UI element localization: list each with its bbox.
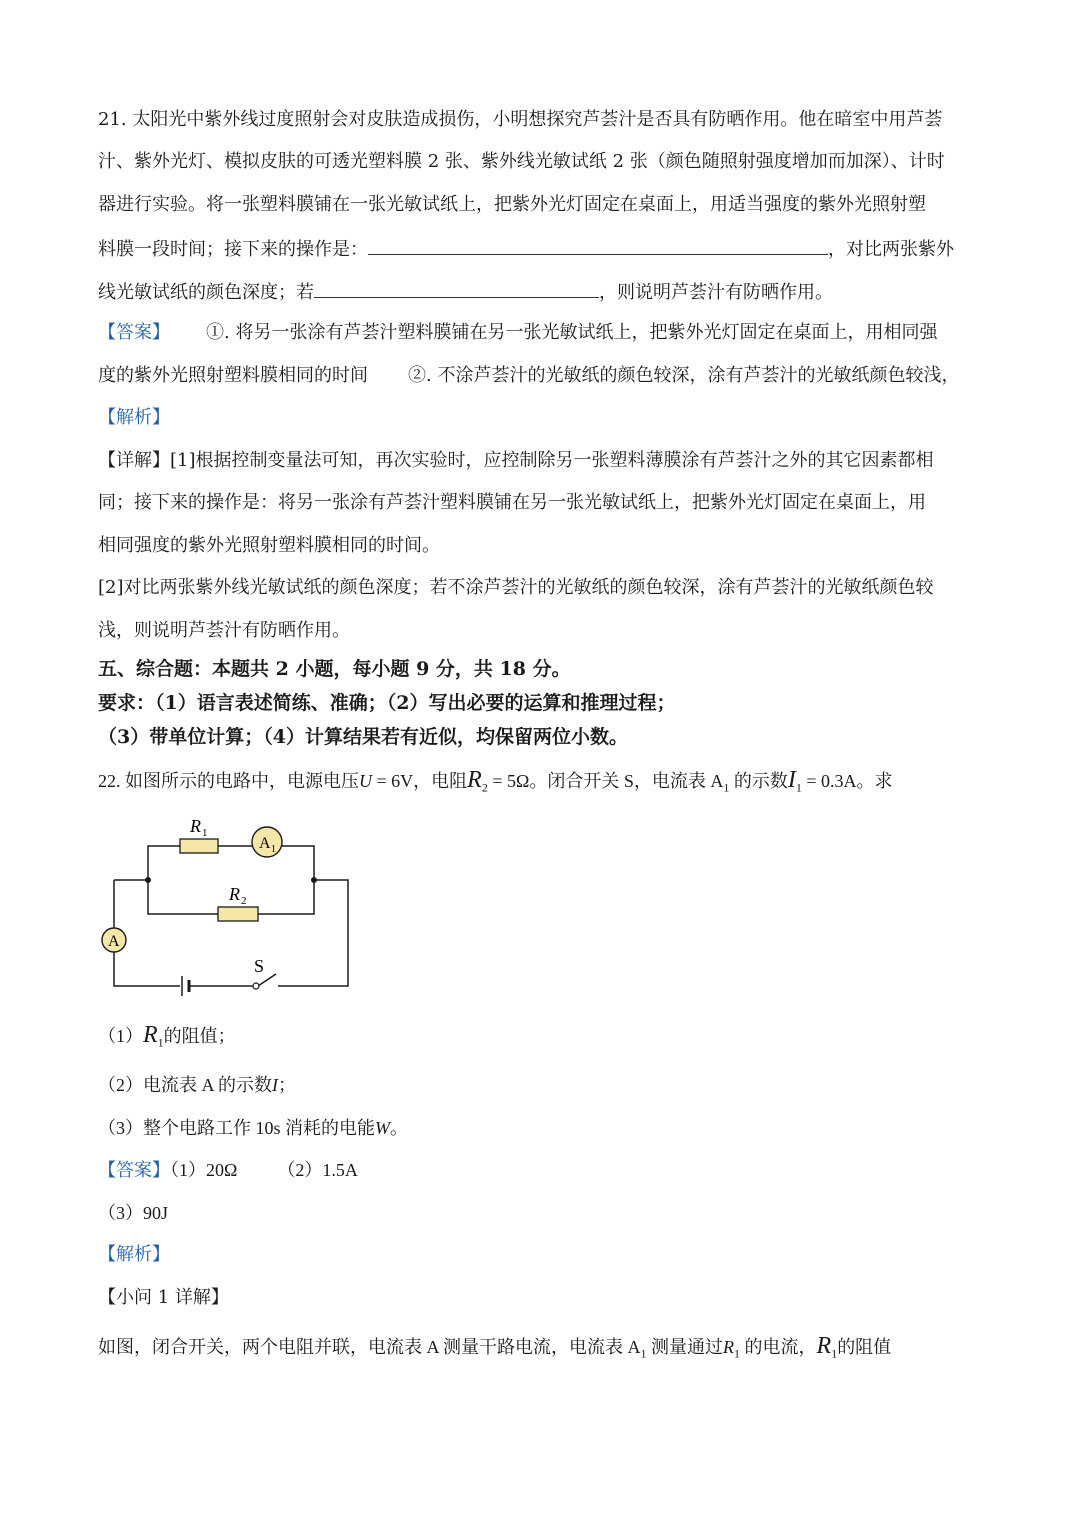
answer-text-1: ①. 将另一张涂有芦荟汁塑料膜铺在另一张光敏试纸上，把紫外光灯固定在桌面上，用相同强: [206, 322, 938, 343]
var-R2: R: [467, 767, 482, 793]
detail-line-2: 同；接下来的操作是：将另一张涂有芦荟汁塑料膜铺在另一张光敏试纸上，把紫外光灯固定在桌面上，用: [98, 492, 926, 513]
circuit-diagram: [98, 812, 358, 1002]
wire-left-lower: [114, 952, 180, 986]
q22-analysis-tag: 【解析】: [98, 1244, 170, 1265]
q22-detail-var-R1-sub: 1: [734, 1346, 741, 1361]
q22-intro-e: 。求: [856, 771, 893, 791]
wire-top-left: [114, 846, 180, 880]
r1-label: R: [190, 816, 201, 836]
a-label: A: [108, 933, 120, 950]
q22-detail-c: 的电流，: [740, 1337, 817, 1357]
wire-r2-right: [258, 880, 314, 914]
q21-line-4: [98, 236, 954, 262]
q22-detail-a: 如图，闭合开关，两个电阻并联，电流表 A 测量干路电流，电流表 A: [98, 1337, 641, 1357]
q22-small-question-1: 【小问 1 详解】: [98, 1287, 229, 1308]
wire-top-right: [278, 846, 348, 986]
resistor-r1: [180, 839, 218, 853]
q22-detail-var-R1-big-sub: 1: [831, 1346, 838, 1361]
val-I1: = 0.3A: [801, 771, 857, 791]
q22-intro-b: ，电阻: [413, 771, 468, 791]
detail-text-1: [1]根据控制变量法可知，再次实验时，应控制除另一张塑料薄膜涂有芦荟汁之外的其它因素都相: [170, 450, 934, 471]
section-5-requirement-1: 要求：（1）语言表述简练、准确；（2）写出必要的运算和推理过程；: [98, 692, 676, 714]
a1-label: A: [259, 835, 271, 852]
detail-line-1: [98, 449, 934, 473]
detail-line-5: 浅，则说明芦荟汁有防晒作用。: [98, 620, 350, 641]
junction-right: [311, 877, 317, 883]
a1-label-sub: 1: [271, 844, 276, 855]
q21-line-5: [98, 279, 833, 305]
q22-intro: [98, 768, 893, 800]
detail-line-3: 相同强度的紫外光照射塑料膜相同的时间。: [98, 535, 440, 556]
q21-line-5-text: 线光敏试纸的颜色深度；若: [98, 282, 314, 303]
q22-sub-1: [98, 1023, 236, 1055]
q21-line-3: 器进行实验。将一张塑料膜铺在一张光敏试纸上，把紫外光灯固定在桌面上，用适当强度的紫外光照射塑: [98, 194, 926, 215]
s-label: S: [254, 956, 265, 976]
q21-line-5-tail: ，则说明芦荟汁有防晒作用。: [599, 282, 833, 303]
answer-blank-2[interactable]: [314, 279, 599, 298]
sub2-post: ；: [278, 1075, 297, 1095]
switch-contact: [253, 983, 259, 989]
sub3-post: 。: [390, 1118, 409, 1138]
q22-answer-1: （1）20Ω: [170, 1160, 238, 1180]
q21-answer-line-1: [98, 321, 937, 345]
q21-line-4-text: 料膜一段时间；接下来的操作是：: [98, 239, 368, 260]
var-I1: I: [787, 767, 796, 793]
r2-label-sub: 2: [241, 895, 247, 907]
q22-detail-var-R1-big: R: [816, 1333, 832, 1359]
q21-answer-line-2: [98, 364, 959, 388]
q22-intro-d: 的示数: [729, 771, 788, 791]
resistor-r2: [218, 907, 258, 921]
answer-text-2b: ②. 不涂芦荟汁的光敏纸的颜色较深，涂有芦荟汁的光敏纸颜色较浅，: [408, 365, 960, 386]
q21-line-1: 21. 太阳光中紫外线过度照射会对皮肤造成损伤，小明想探究芦荟汁是否具有防晒作用。他在暗室中用芦荟: [98, 109, 943, 130]
answer-text-2a: 度的紫外光照射塑料膜相同的时间: [98, 365, 368, 386]
r1-label-sub: 1: [202, 827, 208, 839]
sub1-var-R: R: [143, 1022, 158, 1048]
section-5-requirement-2: （3）带单位计算；（4）计算结果若有近似，均保留两位小数。: [98, 726, 628, 748]
q22-sub-3: [98, 1116, 408, 1140]
q22-answer-3: （3）90J: [98, 1203, 169, 1223]
junction-left: [145, 877, 151, 883]
sub3-var-W: W: [375, 1118, 391, 1138]
wire-r2-left: [148, 880, 218, 914]
q22-intro-a: 22. 如图所示的电路中，电源电压: [98, 771, 359, 791]
sub3-text: （3）整个电路工作 10s 消耗的电能: [98, 1118, 376, 1138]
q22-answer-2: （2）1.5A: [277, 1160, 358, 1180]
q22-sub-2: [98, 1073, 296, 1097]
detail-line-4: [2]对比两张紫外线光敏试纸的颜色深度；若不涂芦荟汁的光敏纸的颜色较深，涂有芦荟汁的光敏纸颜色较: [98, 577, 934, 598]
q22-answer-line-1: [98, 1158, 358, 1182]
sub2-var-I: I: [272, 1075, 279, 1095]
answer-tag: 【答案】: [98, 322, 170, 343]
q22-detail-sub: 1: [640, 1346, 647, 1361]
sub1-pre: （1）: [98, 1026, 143, 1046]
q22-detail-var-R1: R: [723, 1337, 735, 1357]
sub2-text: （2）电流表 A 的示数: [98, 1075, 273, 1095]
val-R2: = 5Ω: [487, 771, 530, 791]
var-R2-sub: 2: [481, 780, 488, 795]
var-A1-sub: 1: [723, 780, 730, 795]
q22-detail-b: 测量通过: [646, 1337, 724, 1357]
r2-label: R: [229, 884, 240, 904]
q22-detail-d: 的阻值: [837, 1337, 892, 1357]
detail-tag: 【详解】: [98, 450, 170, 471]
val-U: = 6V: [372, 771, 414, 791]
var-I1-sub: 1: [795, 780, 802, 795]
sub1-post: 的阻值；: [163, 1026, 236, 1046]
var-U: U: [359, 771, 372, 791]
q22-intro-c: 。闭合开关 S，电流表 A: [529, 771, 724, 791]
section-5-title: 五、综合题：本题共 2 小题，每小题 9 分，共 18 分。: [98, 658, 571, 680]
q22-detail-line: [98, 1334, 891, 1366]
q22-answer-tag: 【答案】: [98, 1160, 170, 1180]
q21-line-4-tail: ，对比两张紫外: [828, 239, 954, 260]
analysis-tag: 【解析】: [98, 407, 170, 428]
sub1-var-R-sub: 1: [157, 1035, 164, 1050]
q21-line-2: 汁、紫外光灯、模拟皮肤的可透光塑料膜 2 张、紫外线光敏试纸 2 张（颜色随照射强度增加而加深）、计时: [98, 151, 945, 172]
answer-blank-1[interactable]: [368, 236, 828, 255]
